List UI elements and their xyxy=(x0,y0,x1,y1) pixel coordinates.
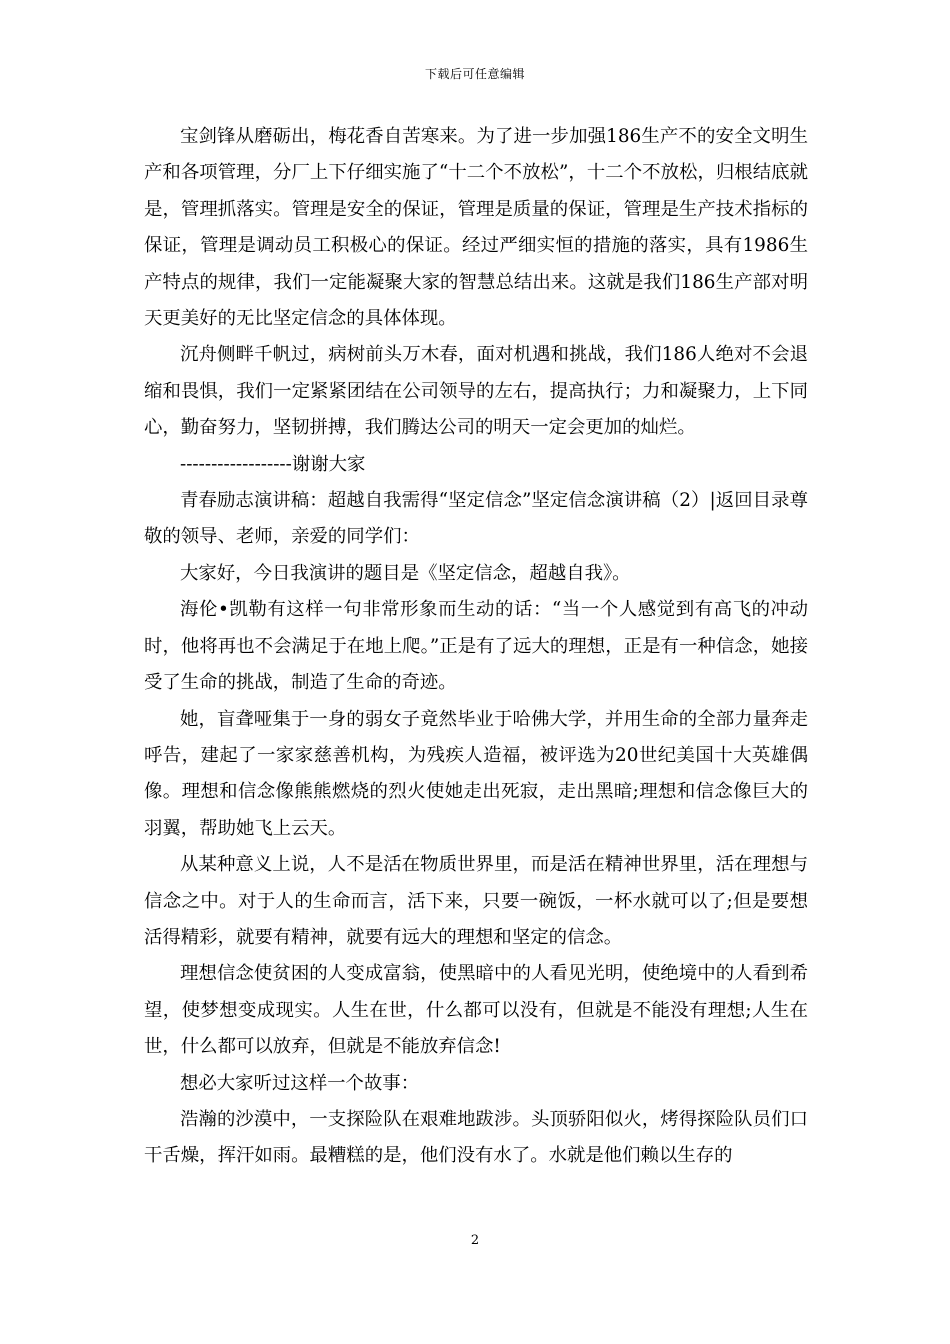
document-body xyxy=(144,119,808,1175)
thanks-line: ------------------谢谢大家 xyxy=(180,453,366,475)
paragraph: 海伦•凯勒有这样一句非常形象而生动的话：“当一个人感觉到有高飞的冲动时，他将再也不会满足于在地上爬。”正是有了远大的理想，正是有一种信念，她接受了生命的挑战，制造了生命的奇迹。 xyxy=(144,599,808,694)
paragraph: 沉舟侧畔千帆过，病树前头万木春，面对机遇和挑战，我们186人绝对不会退缩和畏惧，我们一定紧紧团结在公司领导的左右，提高执行；力和凝聚力，上下同心，勤奋努力，坚韧拼搏，我们腾达公司的明天一定会更加的灿烂。 xyxy=(144,344,808,439)
page-number: 2 xyxy=(470,1233,480,1248)
paragraph: 从某种意义上说，人不是活在物质世界里，而是活在精神世界里，活在理想与信念之中。对于人的生命而言，活下来，只要一碗饭，一杯水就可以了;但是要想活得精彩，就要有精神，就要有远大的理想和坚定的信念。 xyxy=(144,854,808,948)
paragraph: 大家好，今日我演讲的题目是《坚定信念，超越自我》。 xyxy=(180,562,631,584)
paragraph: 浩瀚的沙漠中，一支探险队在艰难地跋涉。头顶骄阳似火，烤得探险队员们口干舌燥，挥汗如雨。最糟糕的是，他们没有水了。水就是他们赖以生存的 xyxy=(144,1108,808,1167)
paragraph: 宝剑锋从磨砺出，梅花香自苦寒来。为了进一步加强186生产不的安全文明生产和各项管理，分厂上下仔细实施了“十二个不放松”，十二个不放松，归根结底就是，管理抓落实。管理是安全的保证，管理是质量的保证，管理是生产技术指标的保证，管理是调动员工积极心的保证。经过严细实恒的措施的落实，具有1986生产特点的规律，我们一定能凝聚大家的智慧总结出来。这就是我们186生产部对明天更美好的无比坚定信念的具体体现。 xyxy=(144,126,808,330)
speech-title-paragraph: 青春励志演讲稿：超越自我需得“坚定信念”坚定信念演讲稿（2）|返回目录尊敬的领导、老师，亲爱的同学们： xyxy=(144,490,808,548)
paragraph: 想必大家听过这样一个故事： xyxy=(180,1072,420,1094)
paragraph: 理想信念使贫困的人变成富翁，使黑暗中的人看见光明，使绝境中的人看到希望，使梦想变成现实。人生在世，什么都可以没有，但就是不能没有理想;人生在世，什么都可以放弃，但就是不能放弃信念! xyxy=(144,963,808,1058)
page-header: 下载后可任意编辑 xyxy=(424,67,525,81)
paragraph: 她，盲聋哑集于一身的弱女子竟然毕业于哈佛大学，并用生命的全部力量奔走呼告，建起了一家家慈善机构，为残疾人造福，被评选为20世纪美国十大英雄偶像。理想和信念像熊熊燃烧的烈火使她走出死寂，走出黑暗;理想和信念像巨大的羽翼，帮助她飞上云天。 xyxy=(144,708,808,839)
